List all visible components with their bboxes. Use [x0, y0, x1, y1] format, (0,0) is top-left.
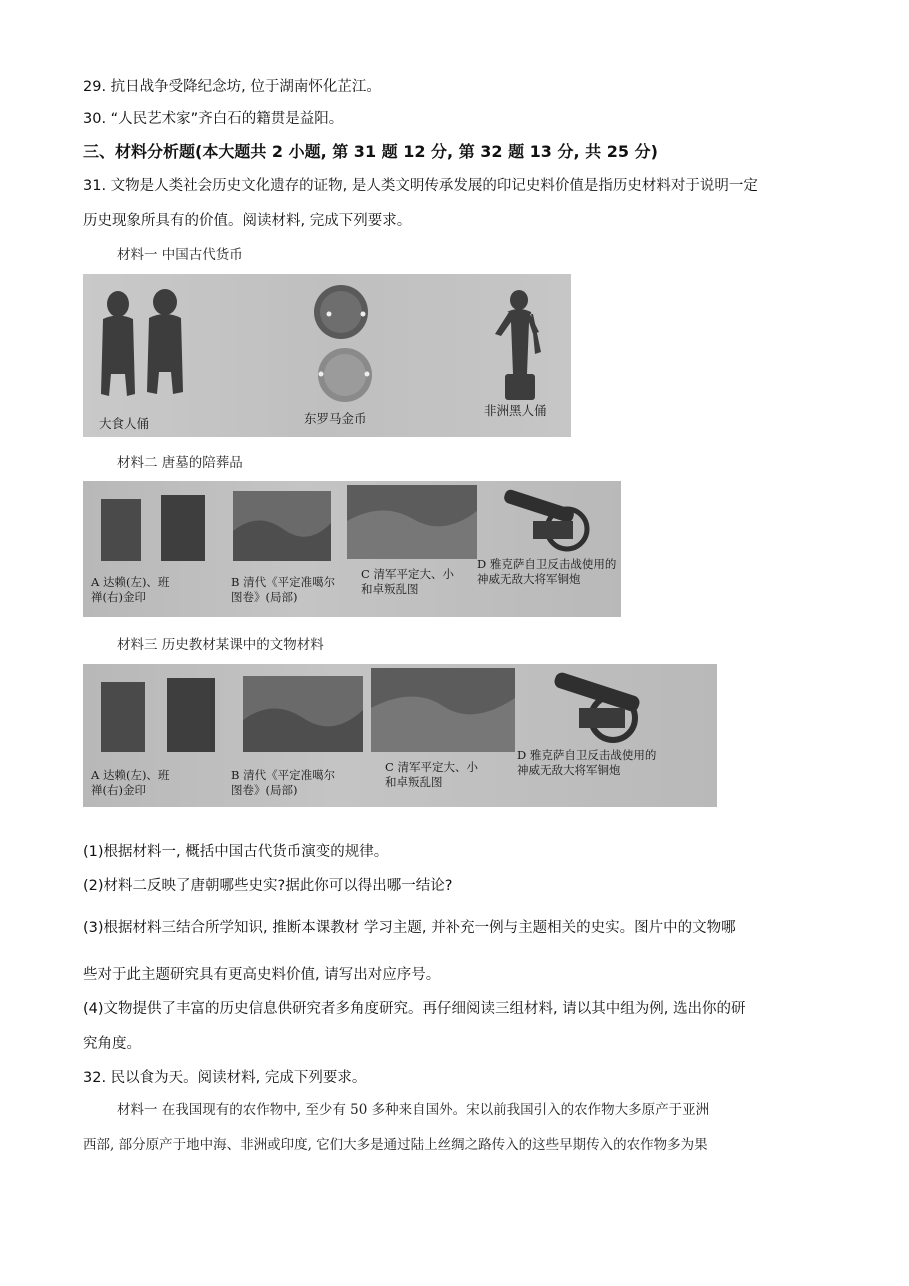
material-3-photo — [83, 664, 717, 807]
sub-question-1: (1)根据材料一, 概括中国古代货币演变的规律。 — [83, 844, 389, 860]
caption-dashi-figurine: 大食人俑 — [99, 416, 150, 431]
question-29: 29. 抗日战争受降纪念坊, 位于湖南怀化芷江。 — [83, 79, 381, 95]
question-32-material-1-line2: 西部, 部分原产于地中海、非洲或印度, 它们大多是通过陆上丝绸之路传入的这些早期传入的农作物多为果 — [83, 1137, 708, 1153]
caption-khoja-rebellion: C 清军平定大、小 和卓叛乱图 — [361, 567, 454, 596]
question-32-material-1-line1: 材料一 在我国现有的农作物中, 至少有 50 多种来自国外。宋以前我国引入的农作物大多原产于亚洲 — [117, 1102, 710, 1118]
caption-dzungar-scroll: B 清代《平定准噶尔 图卷》(局部) — [231, 575, 336, 604]
sub-question-4-line2: 究角度。 — [83, 1036, 141, 1052]
caption-khoja-rebellion-2: C 清军平定大、小 和卓叛乱图 — [385, 760, 478, 789]
material-1-photo — [83, 274, 571, 437]
material-2-title: 材料二 唐墓的陪葬品 — [117, 455, 243, 471]
question-31-line1: 31. 文物是人类社会历史文化遗存的证物, 是人类文明传承发展的印记史料价值是指历史材料对于说明一定 — [83, 178, 758, 194]
caption-gold-seals-2: A 达赖(左)、班 禅(右)金印 — [91, 768, 170, 797]
sub-question-4-line1: (4)文物提供了丰富的历史信息供研究者多角度研究。再仔细阅读三组材料, 请以其中组为例, 选出你的研 — [83, 1001, 746, 1017]
question-32: 32. 民以食为天。阅读材料, 完成下列要求。 — [83, 1070, 367, 1086]
material-3-title: 材料三 历史教材某课中的文物材料 — [117, 637, 324, 653]
sub-question-3-line2: 些对于此主题研究具有更高史料价值, 请写出对应序号。 — [83, 967, 441, 983]
caption-byzantine-coin: 东罗马金币 — [304, 411, 367, 426]
caption-african-figurine: 非洲黑人俑 — [484, 403, 547, 418]
sub-question-2: (2)材料二反映了唐朝哪些史实?据此你可以得出哪一结论? — [83, 878, 453, 894]
material-1-title: 材料一 中国古代货币 — [117, 247, 243, 263]
caption-gold-seals: A 达赖(左)、班 禅(右)金印 — [91, 575, 170, 604]
question-30: 30. “人民艺术家”齐白石的籍贯是益阳。 — [83, 111, 344, 127]
caption-bronze-cannon: D 雅克萨自卫反击战使用的 神威无敌大将军铜炮 — [477, 557, 617, 586]
caption-dzungar-scroll-2: B 清代《平定准噶尔 图卷》(局部) — [231, 768, 336, 797]
question-31-line2: 历史现象所具有的价值。阅读材料, 完成下列要求。 — [83, 213, 412, 229]
material-2-photo — [83, 481, 621, 617]
section-3-heading: 三、材料分析题(本大题共 2 小题, 第 31 题 12 分, 第 32 题 13 分, 共 25 分) — [83, 142, 658, 161]
caption-bronze-cannon-2: D 雅克萨自卫反击战使用的 神威无敌大将军铜炮 — [517, 748, 657, 777]
sub-question-3-line1: (3)根据材料三结合所学知识, 推断本课教材 学习主题, 并补充一例与主题相关的史实。图片中的文物哪 — [83, 920, 736, 936]
